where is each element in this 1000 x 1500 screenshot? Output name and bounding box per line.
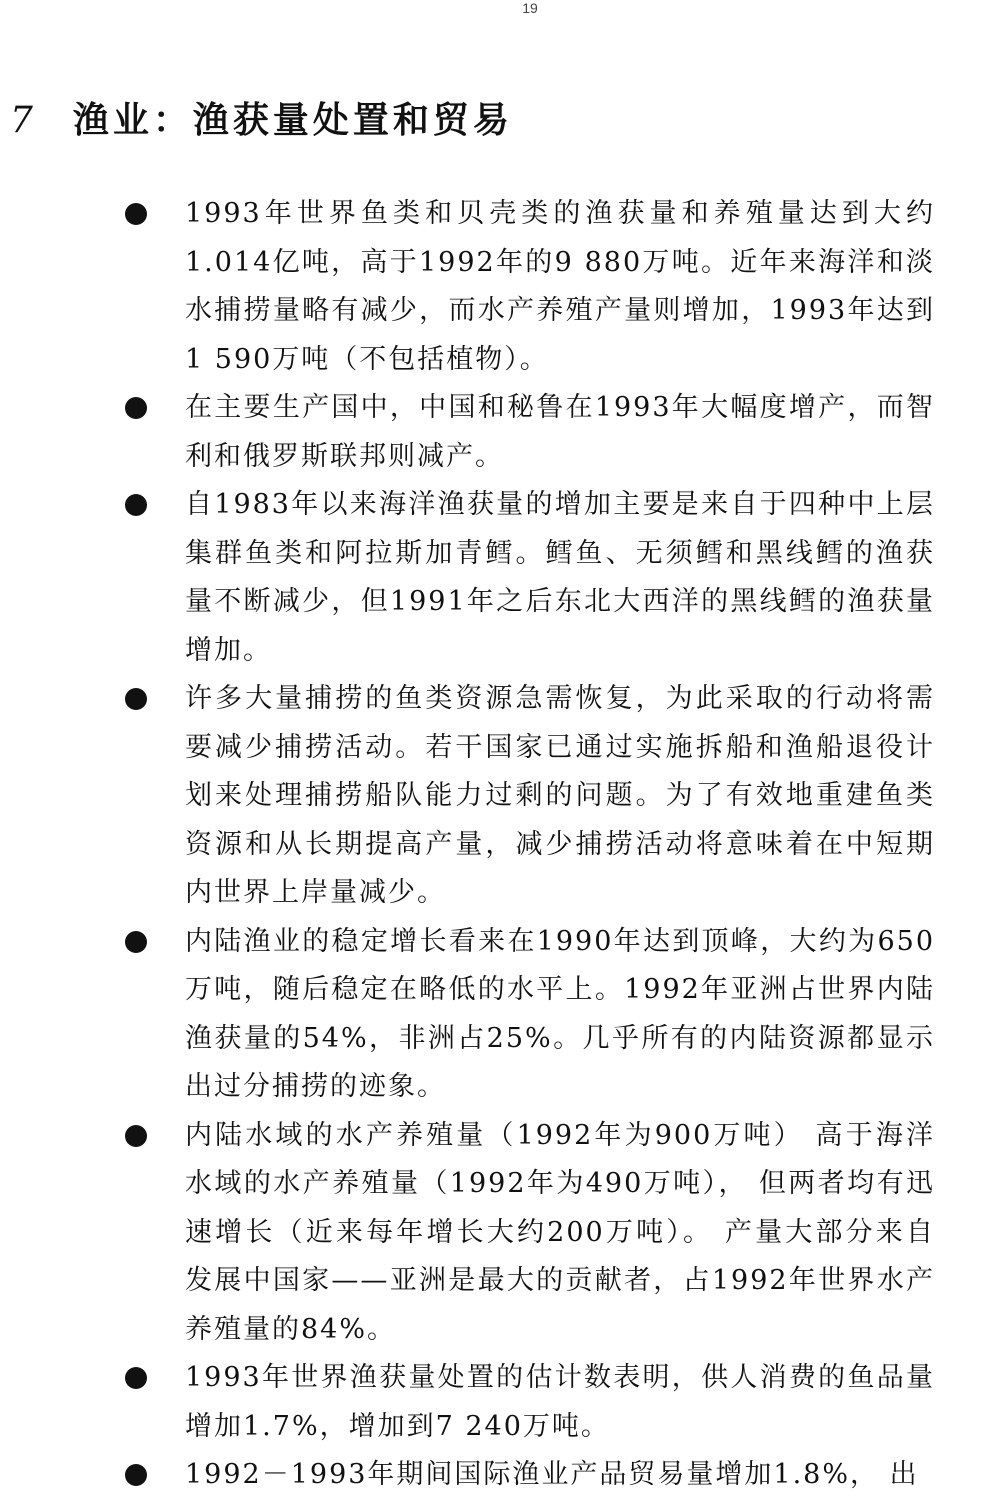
bullet-item (125, 675, 935, 918)
bullet-dot-icon (125, 1464, 147, 1486)
chapter-heading (10, 92, 513, 143)
chapter-title: 渔业：渔获量处置和贸易 (72, 99, 513, 141)
bullet-item (125, 1354, 935, 1451)
bullet-item (125, 384, 935, 481)
bullet-text: 1993年世界鱼类和贝壳类的渔获量和养殖量达到大约1.014亿吨，高于1992年的9 880万吨。近年来海洋和淡水捕捞量略有减少，而水产养殖产量则增加，1993年达到1 590万吨（不包括植物）。 (185, 198, 935, 375)
bullet-item (125, 190, 935, 384)
bullet-dot-icon (125, 203, 147, 225)
bullet-text: 许多大量捕捞的鱼类资源急需恢复，为此采取的行动将需要减少捕捞活动。若干国家已通过实施拆船和渔船退役计划来处理捕捞船队能力过剩的问题。为了有效地重建鱼类资源和从长期提高产量，减少捕捞活动将意味着在中短期内世界上岸量减少。 (185, 683, 935, 908)
bullet-text: 1992－1993年期间国际渔业产品贸易量增加1.8%， 出 (185, 1459, 919, 1490)
chapter-number: 7 (10, 100, 37, 141)
page-number: 19 (522, 0, 538, 16)
bullet-text: 在主要生产国中，中国和秘鲁在1993年大幅度增产，而智利和俄罗斯联邦则减产。 (185, 392, 935, 472)
bullet-item (125, 1451, 935, 1500)
bullet-dot-icon (125, 688, 147, 710)
bullet-text: 1993年世界渔获量处置的估计数表明，供人消费的鱼品量增加1.7%，增加到7 240万吨。 (185, 1362, 935, 1442)
bullet-text: 内陆渔业的稳定增长看来在1990年达到顶峰，大约为650万吨，随后稳定在略低的水平上。1992年亚洲占世界内陆渔获量的54%，非洲占25%。几乎所有的内陆资源都显示出过分捕捞的迹象。 (185, 925, 935, 1102)
bullet-item (125, 481, 935, 675)
bullet-text: 自1983年以来海洋渔获量的增加主要是来自于四种中上层集群鱼类和阿拉斯加青鳕。鳕鱼、无须鳕和黑线鳕的渔获量不断减少，但1991年之后东北大西洋的黑线鳕的渔获量增加。 (185, 489, 935, 666)
bullet-dot-icon (125, 397, 147, 419)
bullet-item (125, 918, 935, 1112)
bullet-dot-icon (125, 1367, 147, 1389)
bullet-dot-icon (125, 494, 147, 516)
bullet-dot-icon (125, 931, 147, 953)
bullet-dot-icon (125, 1125, 147, 1147)
bullet-list (125, 190, 935, 1500)
bullet-item (125, 1112, 935, 1355)
bullet-text: 内陆水域的水产养殖量（1992年为900万吨） 高于海洋水域的水产养殖量（1992年为490万吨）， 但两者均有迅速增长（近来每年增长大约200万吨）。 产量大部分来自发展中国家——亚洲是最大的贡献者，占1992年世界水产养殖量的84%。 (185, 1119, 935, 1345)
